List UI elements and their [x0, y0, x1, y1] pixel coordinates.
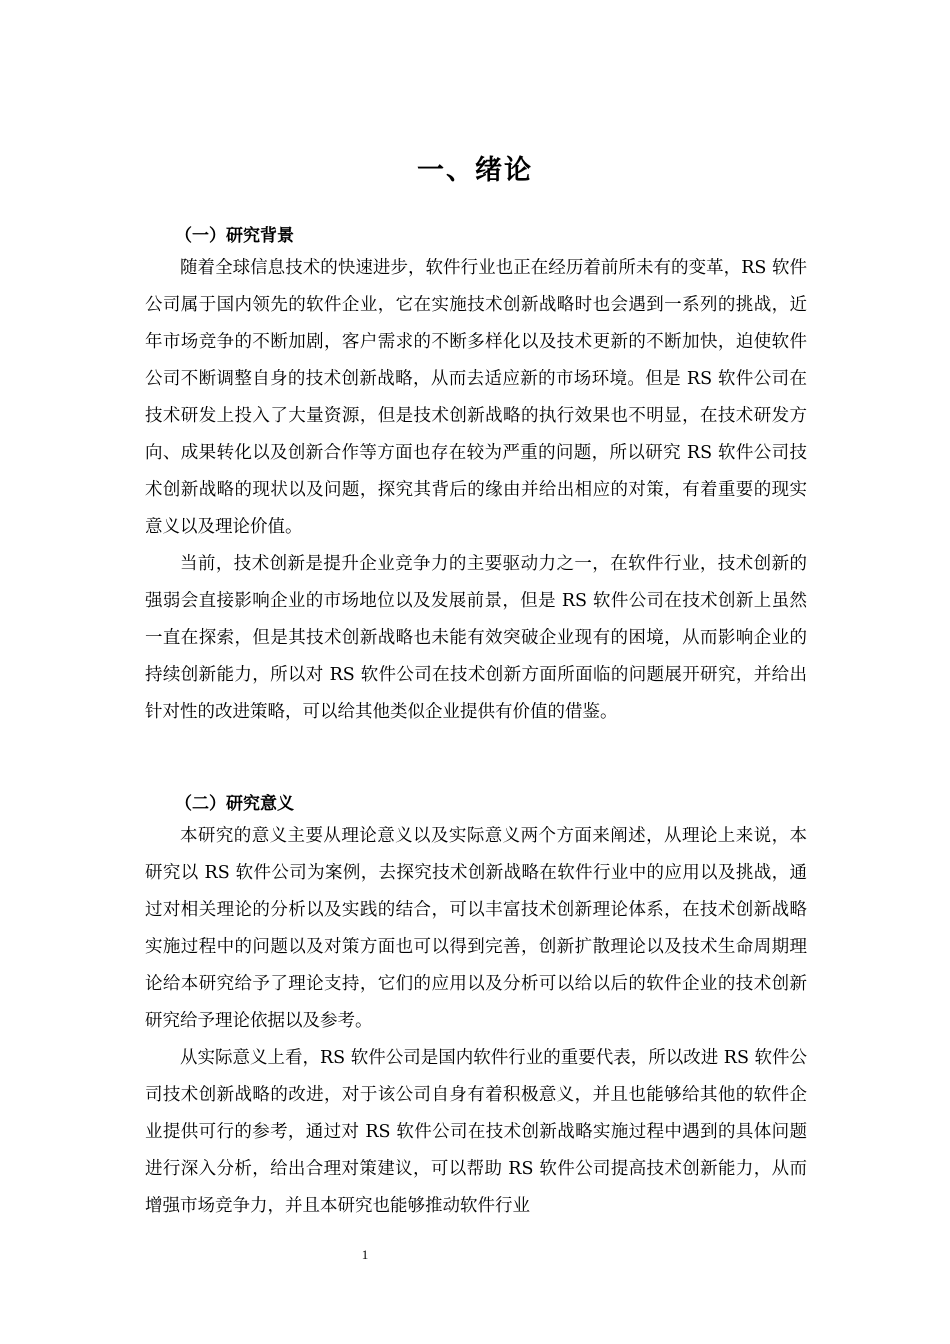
paragraph-background-2: 当前，技术创新是提升企业竞争力的主要驱动力之一，在软件行业，技术创新的强弱会直接影响企业的市场地位以及发展前景，但是 RS 软件公司在技术创新上虽然一直在探索，但是其技术创新战略也未能有效突破企业现有的困境，从而影响企业的持续创新能力，所以对 RS 软件公司在技术创新方面所面临的问题展开研究，并给出针对性的改进策略，可以给其他类似企业提供有价值的借鉴。: [145, 554, 807, 722]
section-heading-significance: （二）研究意义: [175, 794, 294, 814]
page-number: 1: [361, 1247, 369, 1262]
paragraph-significance-2: 从实际意义上看，RS 软件公司是国内软件行业的重要代表，所以改进 RS 软件公司技术创新战略的改进，对于该公司自身有着积极意义，并且也能够给其他的软件企业提供可行的参考，通过对 RS 软件公司在技术创新战略实施过程中遇到的具体问题进行深入分析，给出合理对策建议，可以帮助 RS 软件公司提高技术创新能力，从而增强市场竞争力，并且本研究也能够推动软件行业: [145, 1048, 808, 1216]
paragraph-background-1: 随着全球信息技术的快速进步，软件行业也正在经历着前所未有的变革，RS 软件公司属于国内领先的软件企业，它在实施技术创新战略时也会遇到一系列的挑战，近年市场竞争的不断加剧，客户需求的不断多样化以及技术更新的不断加快，迫使软件公司不断调整自身的技术创新战略，从而去适应新的市场环境。但是 RS 软件公司在技术研发上投入了大量资源，但是技术创新战略的执行效果也不明显，在技术研发方向、成果转化以及创新合作等方面也存在较为严重的问题，所以研究 RS 软件公司技术创新战略的现状以及问题，探究其背后的缘由并给出相应的对策，有着重要的现实意义以及理论价值。: [145, 258, 807, 537]
chapter-title: 一、绪论: [417, 155, 533, 186]
section-heading-background: （一）研究背景: [175, 226, 294, 246]
paragraph-significance-1: 本研究的意义主要从理论意义以及实际意义两个方面来阐述，从理论上来说，本研究以 RS 软件公司为案例，去探究技术创新战略在软件行业中的应用以及挑战，通过对相关理论的分析以及实践的结合，可以丰富技术创新理论体系，在技术创新战略实施过程中的问题以及对策方面也可以得到完善，创新扩散理论以及技术生命周期理论给本研究给予了理论支持，它们的应用以及分析可以给以后的软件企业的技术创新研究给予理论依据以及参考。: [145, 826, 807, 1031]
